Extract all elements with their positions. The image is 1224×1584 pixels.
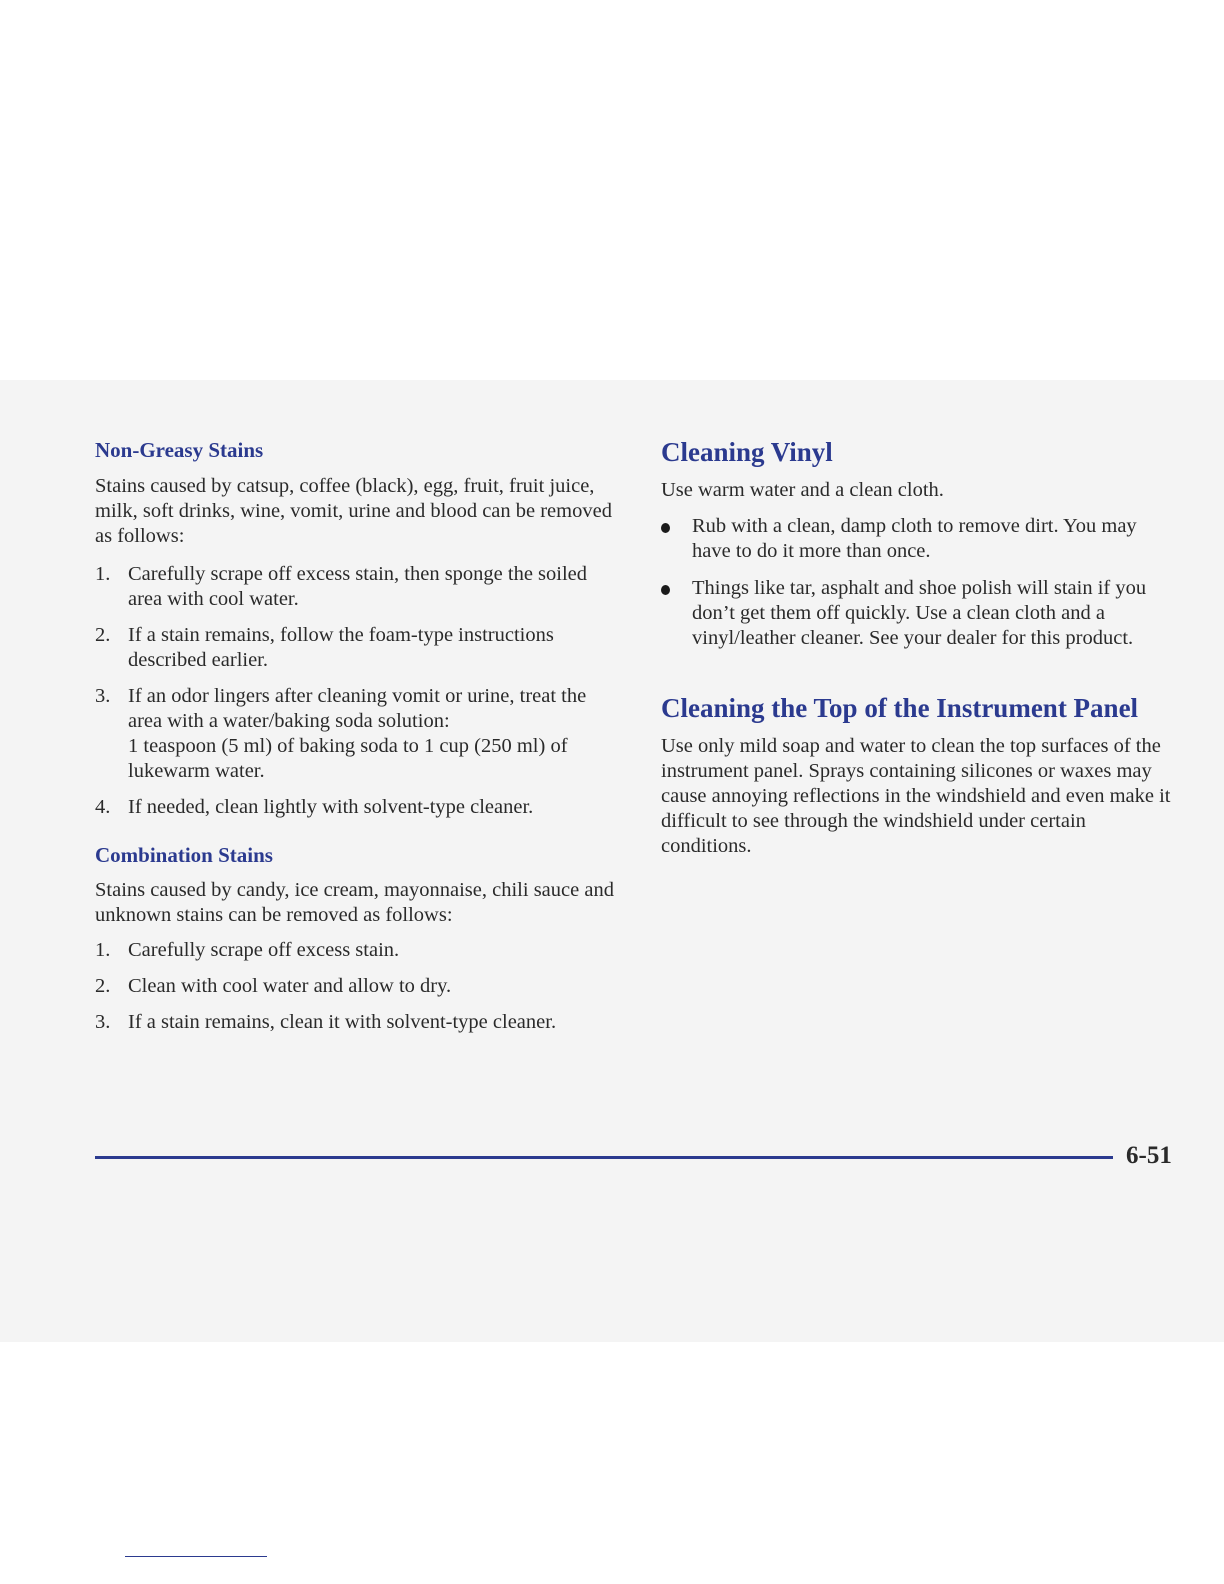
step-number: 2. [95, 975, 111, 997]
bullet-icon [661, 585, 670, 595]
vinyl-bullets [661, 514, 1151, 651]
step-text: If a stain remains, clean it with solvent-type cleaner. [128, 1011, 557, 1033]
list-item [95, 938, 625, 963]
step-text: If a stain remains, follow the foam-type instructions described earlier. [128, 624, 554, 671]
step-number: 3. [95, 1011, 111, 1033]
bullet-text: Things like tar, asphalt and shoe polish will stain if you don’t get them off quickly. Use a clean cloth and a vinyl/leather cleaner. See your dealer for this product. [692, 577, 1147, 649]
instrument-panel-paragraph: Use only mild soap and water to clean the top surfaces of the instrument panel. Sprays containing silicones or waxes may cause annoying reflections in the windshield and even make it difficult to see through the windshield under certain conditions. [661, 735, 1171, 857]
step-number: 1. [95, 563, 111, 585]
bullet-icon [661, 523, 670, 533]
step-number: 3. [95, 685, 111, 707]
step-number: 1. [95, 939, 111, 961]
combination-steps [95, 938, 625, 1035]
list-item [95, 623, 625, 673]
step-text: Carefully scrape off excess stain, then sponge the soiled area with cool water. [128, 563, 588, 610]
list-item [95, 795, 625, 820]
list-item [95, 684, 625, 784]
list-item [95, 974, 625, 999]
step-extra-text: 1 teaspoon (5 ml) of baking soda to 1 cup (250 ml) of lukewarm water. [128, 735, 568, 782]
vinyl-intro: Use warm water and a clean cloth. [661, 479, 944, 501]
list-item [661, 576, 1151, 651]
list-item [661, 514, 1151, 564]
page-number: 6-51 [1126, 1142, 1172, 1169]
step-number: 4. [95, 796, 111, 818]
step-number: 2. [95, 624, 111, 646]
heading-cleaning-vinyl: Cleaning Vinyl [661, 437, 833, 467]
bullet-text: Rub with a clean, damp cloth to remove dirt. You may have to do it more than once. [692, 515, 1137, 562]
non-greasy-steps [95, 562, 625, 820]
heading-combination-stains: Combination Stains [95, 843, 273, 867]
list-item [95, 562, 625, 612]
list-item [95, 1010, 625, 1035]
step-text: Carefully scrape off excess stain. [128, 939, 400, 961]
non-greasy-intro: Stains caused by catsup, coffee (black), egg, fruit, fruit juice, milk, soft drinks, wine, vomit, urine and blood can be removed as follows: [95, 475, 612, 547]
step-text: Clean with cool water and allow to dry. [128, 975, 452, 997]
heading-non-greasy-stains: Non-Greasy Stains [95, 438, 264, 462]
step-text: If an odor lingers after cleaning vomit or urine, treat the area with a water/baking soda solution: [128, 685, 587, 732]
step-text: If needed, clean lightly with solvent-type cleaner. [128, 796, 534, 818]
footer-rule [95, 1156, 1113, 1159]
heading-cleaning-instrument-panel: Cleaning the Top of the Instrument Panel [661, 693, 1139, 723]
bottom-rule [125, 1556, 267, 1557]
combination-intro: Stains caused by candy, ice cream, mayonnaise, chili sauce and unknown stains can be removed as follows: [95, 879, 614, 926]
page-content-area [0, 380, 1224, 1342]
